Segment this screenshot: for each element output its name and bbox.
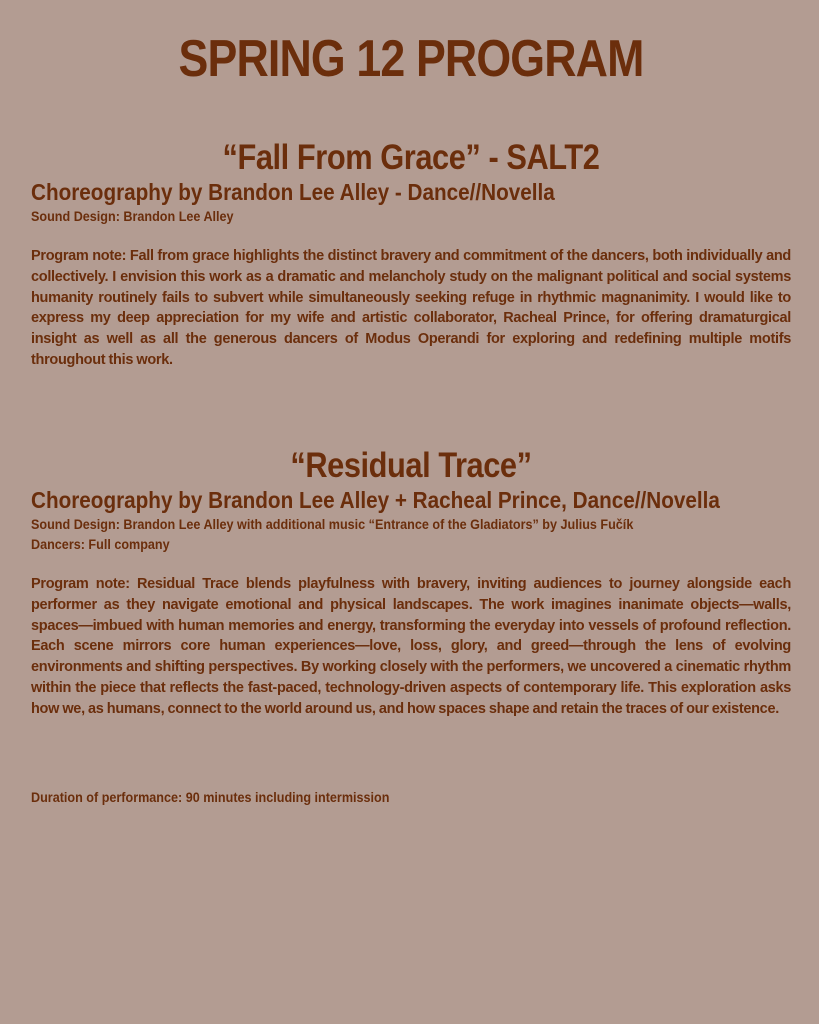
choreography-credit: Choreography by Brandon Lee Alley + Racheal Prince, Dance//Novella bbox=[31, 487, 720, 513]
program-note: Program note: Residual Trace blends playfulness with bravery, inviting audiences to journey alongside each performer as they navigate emotional and physical landscapes. The work imagines inanimate objects—walls, spaces—imbued with human memories and energy, transforming the everyday into vessels of profound reflection. Each scene mirrors core human experiences—love, loss, glory, and greed—through the lens of evolving environments and shifting perspectives. By working closely with the performers, we uncovered a cinematic rhythm within the piece that reflects the fast-paced, technology-driven aspects of contemporary life. This exploration asks how we, as humans, connect to the world around us, and how spaces shape and retain the traces of our existence. bbox=[31, 576, 791, 717]
piece-fall-from-grace bbox=[31, 138, 791, 371]
choreography-credit: Choreography by Brandon Lee Alley - Dance//Novella bbox=[31, 179, 555, 205]
duration-line: Duration of performance: 90 minutes including intermission bbox=[31, 789, 390, 805]
piece-residual-trace bbox=[31, 446, 791, 720]
program-page bbox=[31, 0, 791, 1024]
dancers-credit: Dancers: Full company bbox=[31, 536, 170, 552]
sound-design-credit: Sound Design: Brandon Lee Alley bbox=[31, 208, 234, 224]
program-title: SPRING 12 PROGRAM bbox=[178, 30, 644, 88]
sound-design-credit: Sound Design: Brandon Lee Alley with additional music “Entrance of the Gladiators” by Julius Fučík bbox=[31, 516, 634, 532]
piece-title: “Fall From Grace” - SALT2 bbox=[222, 138, 600, 177]
program-note: Program note: Fall from grace highlights the distinct bravery and commitment of the dancers, both individually and collectively. I envision this work as a dramatic and melancholy study on the malignant political and social systems humanity routinely fails to subvert while simultaneously seeking refuge in rhythmic magnanimity. I would like to express my deep appreciation for my wife and artistic collaborator, Racheal Prince, for offering dramaturgical insight as well as all the generous dancers of Modus Operandi for exploring and redefining multiple motifs throughout this work. bbox=[31, 248, 791, 368]
piece-title: “Residual Trace” bbox=[290, 446, 532, 485]
